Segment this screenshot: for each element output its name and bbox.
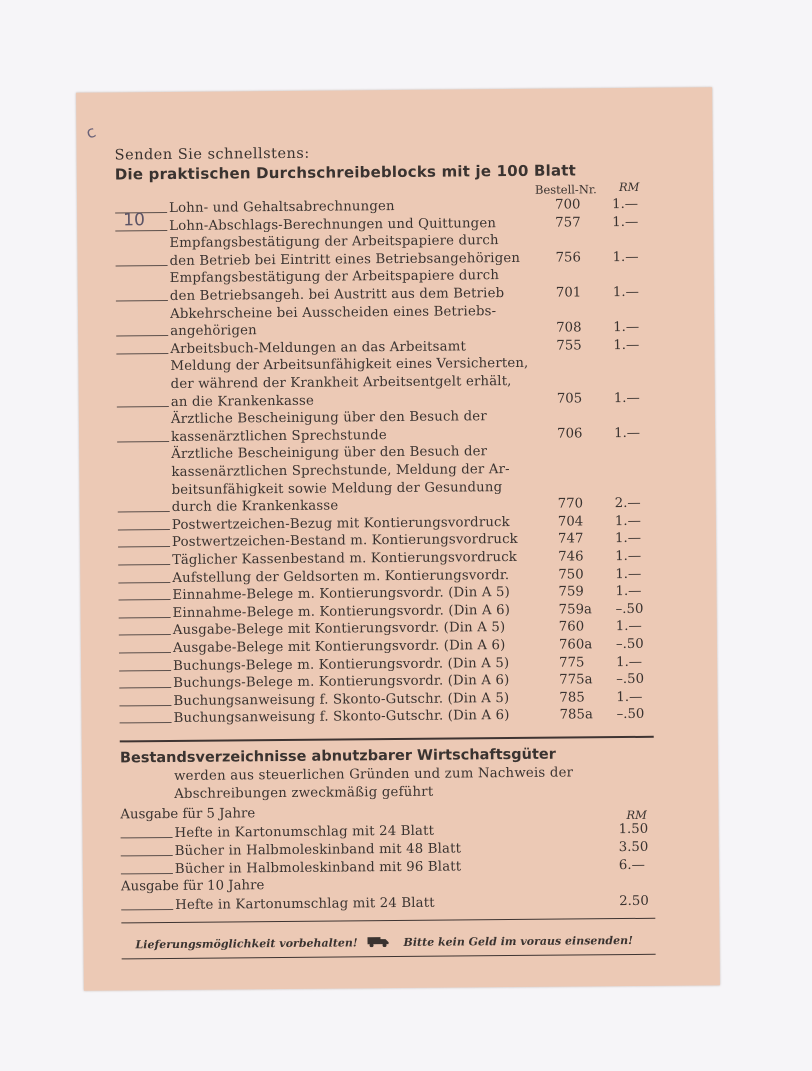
item-price: 1.— xyxy=(614,513,641,529)
item-description: durch die Krankenkasse xyxy=(171,498,339,516)
quantity-blank[interactable] xyxy=(120,722,172,723)
order-form-card xyxy=(76,87,720,991)
quantity-blank[interactable] xyxy=(121,837,173,838)
item-order-number: 746 xyxy=(558,549,584,565)
item-description: kassenärztlichen Sprechstunde xyxy=(171,427,387,445)
item-order-number: 759a xyxy=(558,602,593,618)
item-description: beitsunfähigkeit sowie Meldung der Gesundung xyxy=(171,479,503,498)
item-price: 1.— xyxy=(612,284,639,301)
item-price: –.50 xyxy=(616,707,645,723)
section2-currency-header: RM xyxy=(626,807,647,823)
item-price: 1.— xyxy=(612,249,639,265)
item-description: Abkehrscheine bei Ausscheiden eines Betriebs- xyxy=(169,303,497,322)
quantity-blank[interactable] xyxy=(119,652,171,653)
item-description: Hefte in Kartonumschlag mit 24 Blatt xyxy=(174,823,435,841)
item-price: –.50 xyxy=(616,672,645,688)
item-description: Hefte in Kartonumschlag mit 24 Blatt xyxy=(175,895,435,913)
item-description: Ausgabe-Belege mit Kontierungsvordr. (Din A 6) xyxy=(172,638,506,656)
item-description: Ärztliche Bescheinigung über den Besuch der xyxy=(170,409,487,428)
item-description: Buchungsanweisung f. Skonto-Gutschr. (Din A 5) xyxy=(173,690,510,709)
section2-title: Bestandsverzeichnisse abnutzbarer Wirtschaftsgüter xyxy=(119,746,556,767)
inventory-item-row xyxy=(121,892,691,914)
item-order-number: 759 xyxy=(558,584,584,600)
item-description: Arbeitsbuch-Meldungen an das Arbeitsamt xyxy=(170,339,466,357)
currency-header: RM xyxy=(618,179,640,195)
inventory-item-row xyxy=(121,856,691,878)
item-description: Einnahme-Belege m. Kontierungsvordr. (Din A 6) xyxy=(172,602,511,621)
item-description: kassenärztlichen Sprechstunde, Meldung der Ar- xyxy=(171,462,510,480)
quantity-blank[interactable] xyxy=(117,406,169,407)
item-description: angehörigen xyxy=(170,323,257,340)
section2-description-line2: Abschreibungen zweckmäßig geführt xyxy=(174,784,434,802)
item-price: 1.— xyxy=(615,584,642,600)
quantity-blank[interactable] xyxy=(121,873,173,874)
item-order-number: 785a xyxy=(559,707,593,723)
quantity-blank[interactable] xyxy=(116,353,168,354)
item-description: Täglicher Kassenbestand m. Kontierungsvordruck xyxy=(172,549,518,568)
quantity-blank[interactable] xyxy=(116,335,168,336)
quantity-blank[interactable] xyxy=(119,599,171,600)
item-description: Postwertzeichen-Bestand m. Kontierungsvordruck xyxy=(171,532,518,551)
item-description: an die Krankenkasse xyxy=(170,393,315,410)
item-price: 1.— xyxy=(615,548,642,565)
item-order-number: 706 xyxy=(557,426,583,442)
item-price: 1.— xyxy=(612,214,639,230)
item-description: den Betrieb bei Eintritt eines Betriebsangehörigen xyxy=(169,250,521,269)
quantity-blank[interactable] xyxy=(121,855,173,856)
item-description: Ausgabe-Belege mit Kontierungsvordr. (Din A 5) xyxy=(172,620,506,639)
item-order-number: 775 xyxy=(559,654,585,671)
item-order-number: 708 xyxy=(556,320,582,336)
item-order-number: 770 xyxy=(557,496,584,512)
item-price: 1.— xyxy=(616,689,643,705)
section2-description-line1: werden aus steuerlichen Gründen und zum Nachweis der xyxy=(173,765,574,784)
item-price: 1.— xyxy=(616,654,643,670)
quantity-blank[interactable] xyxy=(118,511,170,512)
item-price: 1.50 xyxy=(618,821,649,838)
item-price: 1.— xyxy=(615,619,642,635)
quantity-blank[interactable] xyxy=(118,529,170,530)
item-order-number: 747 xyxy=(557,531,584,547)
item-price: 1.— xyxy=(613,390,640,406)
item-description: Lohn- und Gehaltsabrechnungen xyxy=(169,199,395,216)
quantity-blank[interactable] xyxy=(119,634,171,635)
item-price: 3.50 xyxy=(618,839,649,855)
quantity-blank[interactable] xyxy=(119,617,171,618)
item-description: Buchungs-Belege m. Kontierungsvordr. (Din A 6) xyxy=(173,673,510,692)
section-title: Die praktischen Durchschreibeblocks mit je 100 Blatt xyxy=(114,161,577,184)
quantity-blank[interactable] xyxy=(117,441,169,442)
item-description: Einnahme-Belege m. Kontierungsvordr. (Din A 5) xyxy=(172,585,510,604)
item-description: Ärztliche Bescheinigung über den Besuch der xyxy=(171,444,488,463)
handwritten-corner-mark: c xyxy=(83,121,99,143)
item-price: 6.— xyxy=(618,857,645,873)
item-description: Lohn-Abschlags-Berechnungen und Quittungen xyxy=(169,215,497,234)
item-price: –.50 xyxy=(615,601,644,617)
item-price: 1.— xyxy=(615,566,642,582)
intro-text: Senden Sie schnellstens: xyxy=(114,145,310,164)
item-description: Bücher in Halbmoleskinband mit 48 Blatt xyxy=(174,841,462,859)
quantity-blank[interactable] xyxy=(118,564,170,565)
item-price: 1.— xyxy=(612,196,639,213)
footer-divider-top xyxy=(121,918,655,924)
item-description: Empfangsbestätigung der Arbeitspapiere durch xyxy=(169,268,500,287)
item-description: Aufstellung der Geldsorten m. Kontierungsvordr. xyxy=(172,567,510,586)
item-order-number: 750 xyxy=(558,566,584,583)
truck-icon xyxy=(367,935,389,947)
edition-5-years-heading: Ausgabe für 5 Jahre xyxy=(120,806,256,823)
item-description: Empfangsbestätigung der Arbeitspapiere durch xyxy=(169,233,499,252)
item-order-number: 755 xyxy=(556,338,582,354)
quantity-blank[interactable] xyxy=(116,300,168,301)
footer-availability-note: Lieferungsmöglichkeit vorbehalten! xyxy=(135,936,358,952)
item-price: –.50 xyxy=(615,636,644,653)
item-order-number: 701 xyxy=(555,285,582,301)
item-order-number: 705 xyxy=(556,390,583,407)
item-price: 2.50 xyxy=(619,893,649,910)
item-order-number: 785 xyxy=(559,690,585,706)
footer-payment-note: Bitte kein Geld im voraus einsenden! xyxy=(403,933,633,949)
item-description: Postwertzeichen-Bezug mit Kontierungsvordruck xyxy=(171,514,510,533)
quantity-blank[interactable] xyxy=(119,670,171,671)
edition-10-years-heading: Ausgabe für 10 Jahre xyxy=(120,878,265,895)
item-description: Bücher in Halbmoleskinband mit 96 Blatt xyxy=(174,859,462,877)
quantity-blank[interactable] xyxy=(116,265,168,266)
quantity-blank[interactable] xyxy=(118,546,170,547)
item-order-number: 704 xyxy=(557,514,584,530)
order-item-row xyxy=(119,706,689,728)
quantity-blank[interactable] xyxy=(121,909,173,910)
item-price: 1.— xyxy=(614,425,641,441)
item-order-number: 756 xyxy=(555,250,582,266)
item-order-number: 700 xyxy=(555,197,581,213)
footer-divider-bottom xyxy=(122,954,656,960)
item-price: 1.— xyxy=(613,320,640,336)
item-description: der während der Krankheit Arbeitsentgelt erhält, xyxy=(170,374,512,392)
item-price: 1.— xyxy=(613,337,640,353)
item-order-number: 760 xyxy=(558,619,585,635)
item-price: 2.— xyxy=(614,496,641,512)
order-number-header: Bestell-Nr. xyxy=(534,182,597,197)
item-description: Buchungsanweisung f. Skonto-Gutschr. (Din A 6) xyxy=(173,708,510,727)
item-price: 1.— xyxy=(614,531,642,547)
quantity-blank[interactable] xyxy=(119,705,171,706)
item-order-number: 760a xyxy=(558,637,593,653)
quantity-blank[interactable] xyxy=(119,687,171,688)
item-order-number: 775a xyxy=(559,672,593,688)
quantity-blank[interactable] xyxy=(118,582,170,583)
item-order-number: 757 xyxy=(555,214,581,231)
item-description: Meldung der Arbeitsunfähigkeit eines Versicherten, xyxy=(170,356,529,375)
item-description: Buchungs-Belege m. Kontierungsvordr. (Din A 5) xyxy=(173,655,510,674)
item-description: den Betriebsangeh. bei Austritt aus dem Betrieb xyxy=(169,286,505,304)
section-divider xyxy=(120,736,654,743)
handwritten-quantity: 10 xyxy=(123,209,145,230)
